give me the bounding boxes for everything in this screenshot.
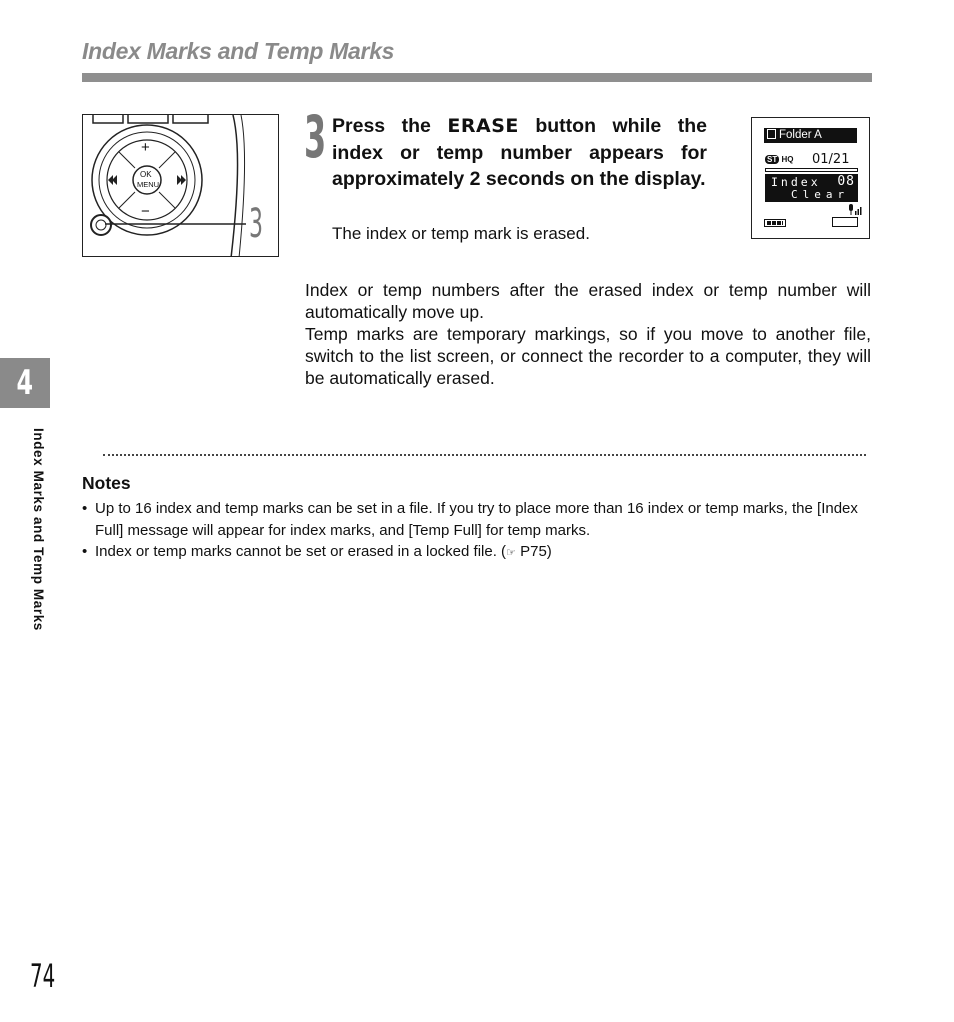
- step-number: 3: [304, 103, 327, 171]
- ok-label: OK: [140, 170, 152, 179]
- clear-label: Clear: [791, 188, 850, 201]
- battery-icon: [764, 219, 786, 227]
- erase-key-label: ERASE: [447, 115, 519, 137]
- paragraph-1: Index or temp numbers after the erased index or temp number will automatically move up.: [305, 280, 871, 322]
- instruction-pre: Press the: [332, 115, 448, 137]
- index-clear-box: [765, 174, 858, 202]
- chapter-number: 4: [16, 363, 34, 403]
- volume-up-label: +: [141, 139, 150, 156]
- notes-list: [82, 498, 877, 564]
- quality-badge: HQ: [781, 155, 794, 164]
- notes-heading: Notes: [82, 473, 131, 493]
- note-text: Index or temp marks cannot be set or erased in a locked file. (: [95, 543, 507, 560]
- folder-icon: [767, 129, 776, 139]
- file-count: 01/21: [812, 152, 850, 167]
- note-page-ref: P75): [520, 543, 552, 560]
- page-number: 74: [30, 957, 56, 995]
- stereo-badge: ST: [767, 155, 778, 164]
- chapter-tab: [0, 358, 50, 408]
- recording-indicator-icon: [832, 217, 858, 227]
- note-item: [82, 541, 877, 564]
- chapter-side-label: Index Marks and Temp Marks: [31, 428, 46, 631]
- recorder-illustration: [82, 114, 279, 257]
- step-instruction: [332, 113, 707, 193]
- record-mode: [765, 155, 793, 164]
- lcd-display: [751, 117, 870, 239]
- dotted-divider: [103, 454, 866, 456]
- callout-number: 3: [249, 201, 263, 247]
- index-number: 08: [837, 174, 855, 189]
- index-label: Index: [771, 175, 821, 189]
- mic-sensitivity-icon: [848, 204, 862, 216]
- body-text: [305, 279, 871, 389]
- menu-label: MENU: [137, 180, 160, 189]
- folder-name: Folder A: [779, 129, 822, 141]
- title-rule: [82, 73, 872, 82]
- progress-bar: [765, 168, 858, 172]
- step-result: The index or temp mark is erased.: [332, 224, 590, 243]
- volume-down-label: −: [141, 203, 150, 220]
- section-title: Index Marks and Temp Marks: [82, 38, 395, 64]
- instruction-post: button while the index or temp number appears for approximately 2 seconds on the display.: [332, 115, 707, 190]
- paragraph-2: Temp marks are temporary markings, so if you move to another file, switch to the list screen, or connect the recorder to a computer, they will be automatically erased.: [305, 324, 871, 388]
- folder-bar: [764, 128, 857, 143]
- note-item: • Up to 16 index and temp marks can be set in a file. If you try to place more than 16 index or temp marks, the [Index Full] message will appear for index marks, and [Temp Full] for temp marks.: [82, 498, 877, 541]
- reference-hand-icon: ☞: [506, 546, 516, 559]
